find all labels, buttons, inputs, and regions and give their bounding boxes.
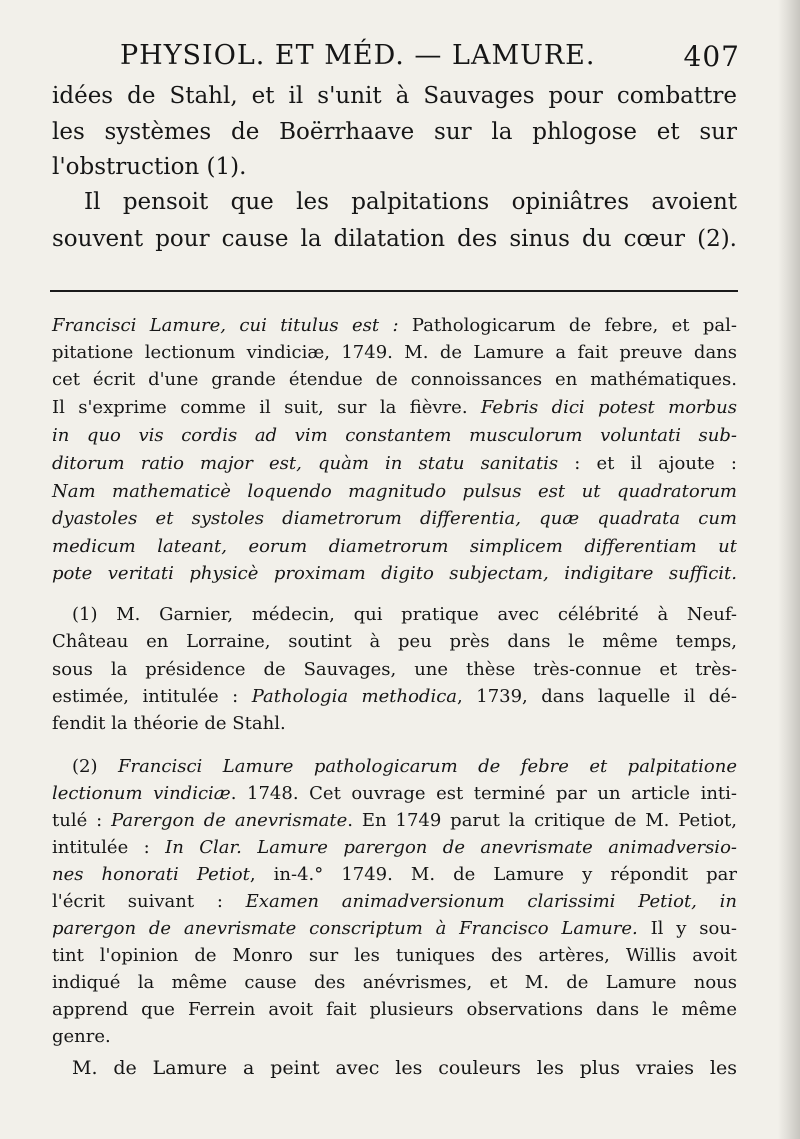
footnote-2-line <box>52 890 737 913</box>
note-text: Pathologia methodica <box>251 686 458 707</box>
note-text: ditorum ratio major est, quàm in statu sanitatis <box>52 453 559 474</box>
note-text: lectionum vindiciæ <box>52 783 231 804</box>
note-line: pitatione lectionum vindiciæ, 1749. M. de Lamure a fait preuve dans <box>52 342 737 363</box>
note-line: medicum lateant, eorum diametrorum simplicem differentiam ut <box>52 536 737 557</box>
note-text: , in-4.° 1749. M. de Lamure y répondit par <box>249 864 737 885</box>
footnote-2-line <box>52 836 737 859</box>
body-line: Il pensoit que les palpitations opiniâtres avoient <box>84 189 737 215</box>
footnote-2-line <box>52 917 737 940</box>
body-line: l'obstruction (1). <box>52 154 247 180</box>
running-title: PHYSIOL. ET MÉD. — LAMURE. <box>120 40 596 71</box>
footnote-1-line: sous la présidence de Sauvages, une thèse très-connue et très- <box>52 659 737 680</box>
body-line: souvent pour cause la dilatation des sinus du cœur (2). <box>52 226 737 252</box>
footnote-1-line: (1) M. Garnier, médecin, qui pratique avec célébrité à Neuf- <box>72 604 737 625</box>
note-text: , 1739, dans laquelle il dé- <box>457 686 738 707</box>
footnote-rule <box>50 290 738 292</box>
note-text: Pathologicarum de febre, et pal- <box>398 315 737 336</box>
note-text: In Clar. Lamure parergon de anevrismate animadversio- <box>165 837 737 858</box>
page-number: 407 <box>683 40 740 73</box>
note-line <box>52 314 737 337</box>
note-text: Parergon de anevrismate <box>111 810 348 831</box>
note-line: pote veritati physicè proximam digito subjectam, indigitare sufficit. <box>52 563 737 584</box>
running-head <box>120 40 740 80</box>
note-line: cet écrit d'une grande étendue de connoissances en mathématiques. <box>52 369 737 390</box>
tail-line: M. de Lamure a peint avec les couleurs les plus vraies les <box>72 1057 737 1079</box>
note-text: : et il ajoute : <box>558 453 737 474</box>
note-line <box>52 396 737 419</box>
note-text: tulé : <box>52 810 112 831</box>
note-text: . En 1749 parut la critique de M. Petiot, <box>347 810 737 831</box>
footnote-2-line: tint l'opinion de Monro sur les tuniques des artères, Willis avoit <box>52 945 737 966</box>
note-text: (2) <box>72 756 118 777</box>
note-line: Nam mathematicè loquendo magnitudo pulsus est ut quadratorum <box>52 481 737 502</box>
footnote-2-line <box>52 809 737 832</box>
note-text: Examen animadversionum clarissimi Petiot, in <box>245 891 737 912</box>
note-text: Il y sou- <box>637 918 738 939</box>
footnote-2-line: indiqué la même cause des anévrismes, et M. de Lamure nous <box>52 972 737 993</box>
note-text: Francisci Lamure, cui titulus est : <box>52 315 399 336</box>
note-line: dyastoles et systoles diametrorum differentia, quæ quadrata cum <box>52 508 737 529</box>
note-line: in quo vis cordis ad vim constantem musculorum voluntati sub- <box>52 425 737 446</box>
footnote-1-line: fendit la théorie de Stahl. <box>52 713 286 734</box>
note-text: Febris dici potest morbus <box>480 397 738 418</box>
page-edge-shadow <box>778 0 800 1139</box>
footnote-2-line <box>52 863 737 886</box>
body-line: idées de Stahl, et il s'unit à Sauvages pour combattre <box>52 83 737 109</box>
note-text: intitulée : <box>52 837 166 858</box>
note-text: Il s'exprime comme il suit, sur la fièvre. <box>52 397 481 418</box>
footnote-1-line <box>52 685 737 708</box>
note-line <box>52 452 737 475</box>
note-text: parergon de anevrismate conscriptum à Francisco Lamure. <box>52 918 638 939</box>
note-text: nes honorati Petiot <box>52 864 250 885</box>
note-text: estimée, intitulée : <box>52 686 252 707</box>
footnote-2-line <box>72 755 737 778</box>
note-text: l'écrit suivant : <box>52 891 246 912</box>
body-line: les systèmes de Boërrhaave sur la phlogose et sur <box>52 119 737 145</box>
footnote-2-line <box>52 782 737 805</box>
footnote-1-line: Château en Lorraine, soutint à peu près dans le même temps, <box>52 631 737 652</box>
note-text: Francisci Lamure pathologicarum de febre et palpitatione <box>117 756 738 777</box>
note-text: . 1748. Cet ouvrage est terminé par un article inti- <box>230 783 737 804</box>
footnote-2-line: genre. <box>52 1026 111 1047</box>
footnote-2-line: apprend que Ferrein avoit fait plusieurs observations dans le même <box>52 999 737 1020</box>
